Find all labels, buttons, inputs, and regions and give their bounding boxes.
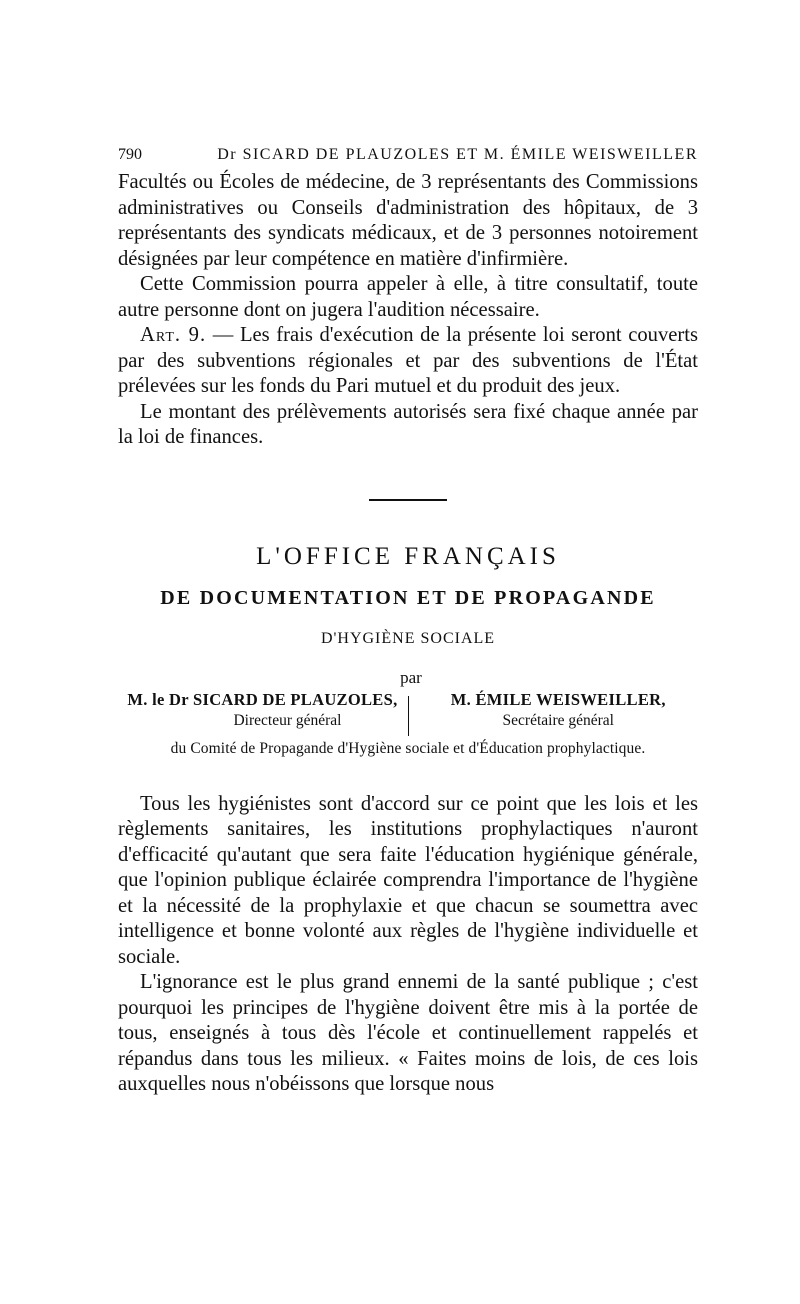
article-title-line-1: L'OFFICE FRANÇAIS bbox=[256, 542, 560, 570]
article-9-label: Art. 9. bbox=[140, 324, 207, 346]
author-2 bbox=[409, 690, 699, 736]
page-number: 790 bbox=[118, 146, 142, 163]
continuation-paragraph-2: Cette Commission pourra appeler à elle, à titre consultatif, toute autre personne dont on jugera l'audition nécessaire. bbox=[118, 273, 698, 321]
author-1-role: Directeur général bbox=[233, 711, 342, 729]
author-1 bbox=[118, 690, 408, 736]
article-9-text: — Les frais d'exécution de la présente loi seront couverts par des subventions régionales et par des subventions de l'État prélevées sur les fonds du Pari mutuel et du produit des jeux. bbox=[118, 324, 698, 397]
article-9-paragraph bbox=[118, 323, 698, 400]
section-divider-rule bbox=[369, 499, 447, 501]
continuation-paragraph-4: Le montant des prélèvements autorisés sera fixé chaque année par la loi de finances. bbox=[118, 400, 698, 448]
article-body bbox=[118, 792, 698, 1098]
author-2-name: M. ÉMILE WEISWEILLER, bbox=[450, 689, 666, 709]
authors-block bbox=[118, 690, 698, 736]
author-2-role: Secrétaire général bbox=[502, 711, 614, 729]
page bbox=[118, 146, 698, 1098]
continuation-paragraph-1: Facultés ou Écoles de médecine, de 3 représentants des Commissions administratives ou Conseils d'administration des hôpitaux, de 3 représentants des syndicats médicaux, et de 3 personnes notoirement désignées par leur compétence en matière d'infirmière. bbox=[118, 171, 698, 270]
author-1-name: M. le Dr SICARD DE PLAUZOLES, bbox=[127, 689, 398, 709]
byline-par: par bbox=[400, 667, 422, 687]
article-body-paragraph-1: Tous les hygiénistes sont d'accord sur ce point que les lois et les règlements sanitaires, les institutions prophylactiques n'auront d'efficacité qu'autant que sera faite l'éducation hygiénique générale, que l'opinion publique éclairée comprendra l'importance de l'hygiène et la nécessité de la prophylaxie et que chacun se soumettra avec intelligence et bonne volonté aux règles de l'hygiène individuelle et sociale. bbox=[118, 792, 698, 968]
committee-line: du Comité de Propagande d'Hygiène sociale et d'Éducation prophylactique. bbox=[170, 739, 646, 757]
article-title-line-2: DE DOCUMENTATION ET DE PROPAGANDE bbox=[160, 586, 656, 609]
running-title: Dr SICARD DE PLAUZOLES ET M. ÉMILE WEISWEILLER bbox=[217, 146, 698, 163]
article-body-paragraph-2: L'ignorance est le plus grand ennemi de la santé publique ; c'est pourquoi les principes de l'hygiène doivent être mis à la portée de tous, enseignés à tous dès l'école et continuellement rappelés et répandus dans tous les milieux. « Faites moins de lois, de ces lois auxquelles nous n'obéissons que lorsque nous bbox=[118, 971, 698, 1095]
running-head bbox=[118, 146, 698, 164]
article-title-line-3: D'HYGIÈNE SOCIALE bbox=[320, 629, 496, 647]
